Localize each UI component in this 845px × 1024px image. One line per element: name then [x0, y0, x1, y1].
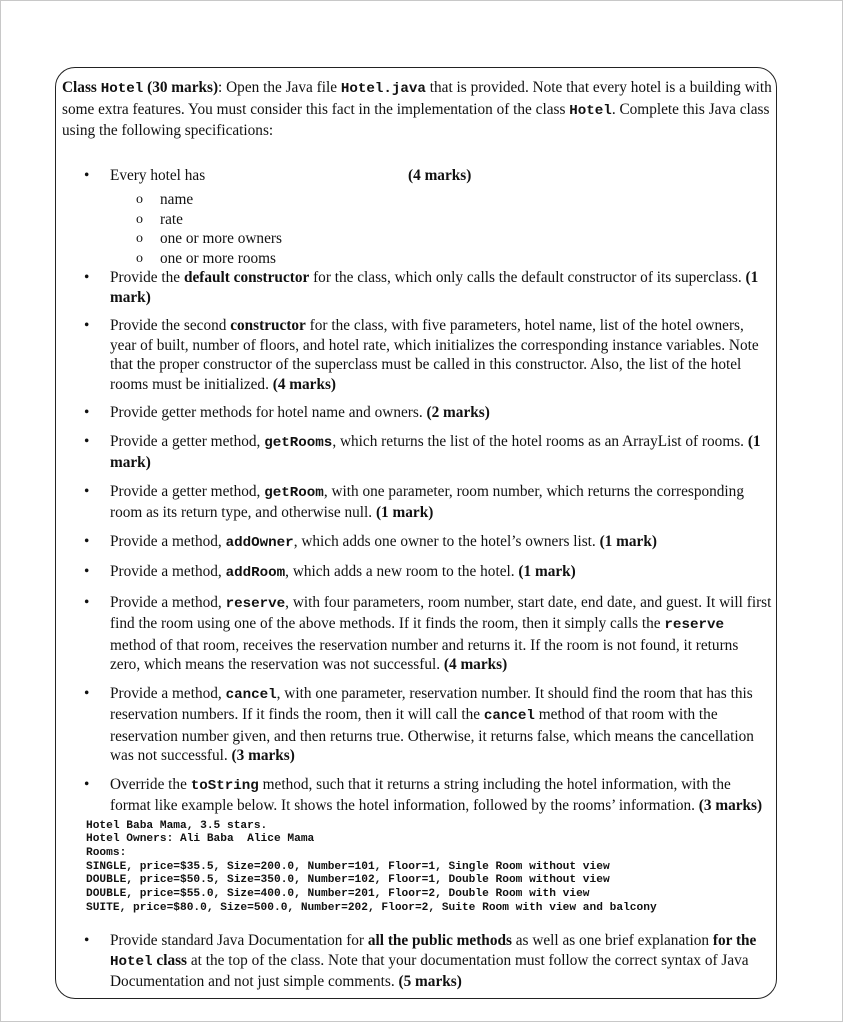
bold-text: (1 mark) [110, 432, 761, 471]
spec-addroom [62, 562, 772, 584]
bold-text: class [152, 951, 187, 969]
body-text: Override the [110, 775, 191, 793]
attribute-item: o name [110, 190, 772, 210]
body-text: method, such that it returns a string including the hotel information, with the format like example below. It shows the hotel information, followed by the rooms’ information. [110, 775, 731, 814]
tostring-example-output [86, 820, 772, 916]
body-text: Provide a getter method, [110, 432, 265, 450]
bold-text: (1 mark) [518, 563, 576, 580]
code-term: getRooms [264, 434, 333, 451]
body-text: Provide a method, [110, 593, 226, 611]
body-text: , which adds a new room to the hotel. [285, 563, 519, 580]
bold-text: (4 marks) [443, 656, 508, 673]
bold-text: for the [712, 932, 757, 950]
bold-text: (3 marks) [231, 747, 295, 764]
spec-reserve [62, 593, 772, 675]
body-text: , with one parameter, reservation number. It should find the room that has this reservation numbers. If it finds the room, then it will call the [110, 684, 753, 723]
attributes-marks: (4 marks) [408, 166, 472, 184]
code-term: cancel [225, 686, 277, 703]
bold-text: default constructor [183, 269, 310, 286]
bold-text: (4 marks) [272, 375, 337, 393]
body-text: method of that room with the reservation number given, and then returns true. Otherwise, it returns false, which means the cancellation was not successful. [110, 706, 754, 764]
body-text: Provide a getter method, [110, 482, 265, 500]
body-text: at the top of the class. Note that your documentation must follow the correct syntax of Java Documentation and not just simple comments. [110, 951, 749, 991]
class-label: Class [62, 79, 97, 96]
code-term: addOwner [225, 534, 294, 551]
example-line: Rooms: [86, 846, 127, 859]
spec-second-constructor [62, 316, 772, 394]
attribute-sublist [110, 190, 772, 268]
assignment-content [62, 78, 772, 1001]
specification-list-2 [62, 931, 772, 992]
body-text: , which returns the list of the hotel rooms as an ArrayList of rooms. [332, 432, 748, 450]
spec-getroom [62, 482, 772, 523]
spec-tostring [62, 775, 772, 816]
body-text: , which adds one owner to the hotel’s owners list. [293, 532, 600, 550]
body-text: Provide a method, [110, 532, 226, 550]
example-line: SUITE, price=$80.0, Size=500.0, Number=202, Floor=2, Suite Room with view and balcony [86, 901, 657, 914]
bold-text: all the public methods [367, 932, 512, 950]
body-text: that is provided. Note that every hotel is a building with some extra features. You must consider this fact in the implementation of the class [62, 79, 772, 118]
spec-getrooms [62, 432, 772, 473]
body-text: Provide standard Java Documentation for [110, 932, 368, 950]
bold-text: (1 mark) [599, 532, 657, 550]
code-term: reserve [664, 617, 725, 633]
spec-cancel [62, 684, 772, 766]
body-text: for the class, which only calls the default constructor of its superclass. [309, 269, 746, 286]
attribute-item: o one or more rooms [110, 249, 772, 269]
spec-attributes [62, 166, 772, 269]
example-line: SINGLE, price=$35.5, Size=200.0, Number=101, Floor=1, Single Room without view [86, 860, 610, 873]
body-text: , with one parameter, room number, which returns the corresponding room as its return type, and otherwise null. [110, 482, 744, 521]
code-term: Hotel [110, 953, 153, 970]
code-term: reserve [225, 595, 286, 612]
code-term: toString [190, 777, 259, 794]
body-text: Provide getter methods for hotel name and owners. [110, 404, 427, 421]
spec-getters [62, 403, 772, 423]
example-line: DOUBLE, price=$50.5, Size=350.0, Number=102, Floor=1, Double Room without view [86, 874, 610, 887]
intro-paragraph [62, 78, 772, 141]
example-line: Hotel Baba Mama, 3.5 stars. [86, 819, 268, 832]
body-text: : Open the Java file [218, 79, 341, 96]
body-text: Provide the second [110, 317, 231, 334]
body-text: for the class, with five parameters, hotel name, list of the hotel owners, year of built, number of floors, and hotel rate, which initializes the corresponding instance variables. Note that the proper constructor of the superclass must be called in this constructor. Also, the list of the hotel rooms must be initialized. [110, 317, 759, 393]
file-name: Hotel.java [340, 81, 426, 97]
body-text: method of that room, receives the reservation number and returns it. If the room is not found, it returns zero, which means the reservation was not successful. [110, 636, 739, 673]
body-text: Provide a method, [110, 684, 226, 702]
body-text: Every hotel has [110, 166, 206, 184]
bold-text: constructor [230, 317, 306, 334]
class-name: Hotel [100, 81, 144, 97]
bold-text: (1 mark) [375, 504, 434, 521]
code-term: Hotel [569, 102, 612, 119]
example-line: DOUBLE, price=$55.0, Size=400.0, Number=201, Floor=2, Double Room with view [86, 888, 590, 901]
body-text: . Complete this Java class using the following specifications: [62, 100, 770, 139]
spec-documentation [62, 931, 772, 992]
spec-default-constructor [62, 268, 772, 307]
bold-text: (5 marks) [398, 973, 462, 991]
bold-text: (1 mark) [110, 269, 759, 306]
example-line: Hotel Owners: Ali Baba Alice Mama [86, 833, 315, 846]
attribute-item: o one or more owners [110, 229, 772, 249]
bold-text: (3 marks) [698, 797, 763, 814]
code-term: addRoom [225, 565, 286, 581]
spec-addowner [62, 532, 772, 554]
attribute-item: o rate [110, 210, 772, 230]
total-marks: (30 marks) [147, 79, 219, 96]
code-term: cancel [483, 708, 535, 724]
body-text: Provide the [110, 269, 184, 286]
body-text: Provide a method, [110, 563, 226, 580]
code-term: getRoom [264, 484, 324, 501]
body-text: as well as one brief explanation [511, 932, 713, 950]
body-text: , with four parameters, room number, start date, end date, and guest. It will first find the room using one of the above methods. If it finds the room, then it simply calls the [110, 593, 772, 632]
bold-text: (2 marks) [426, 404, 490, 421]
specification-list [62, 166, 772, 816]
